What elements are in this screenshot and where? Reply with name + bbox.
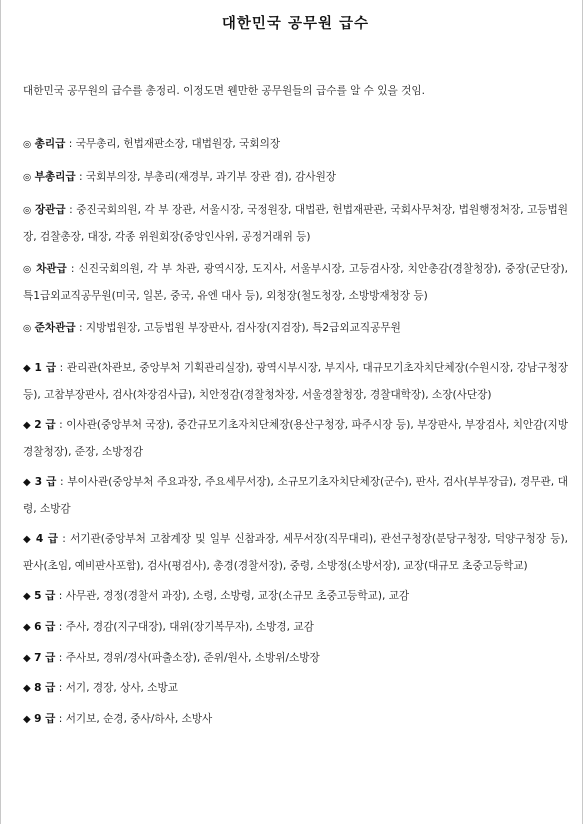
grade-description: 주사, 경감(지구대장), 대위(장기복무자), 소방경, 교감 (65, 620, 314, 633)
rank-separator: : (65, 203, 77, 216)
grade-entry-5 (23, 583, 568, 610)
rank-entry-vice-minister (23, 256, 568, 310)
grade-entry-8 (23, 675, 568, 702)
grade-label: 8 급 (34, 682, 56, 695)
diamond-bullet-icon: ◆ (23, 533, 32, 545)
grade-separator: : (56, 361, 67, 374)
grade-label: 1 급 (34, 361, 57, 374)
diamond-bullet-icon: ◆ (23, 362, 31, 374)
rank-list (23, 131, 568, 733)
grade-entry-6 (23, 614, 568, 641)
page-title: 대한민국 공무원 급수 (221, 16, 370, 32)
diamond-bullet-icon: ◆ (23, 683, 31, 695)
rank-label: 부총리급 (34, 170, 76, 183)
section-gap (23, 348, 568, 355)
rank-description: 국회부의장, 부총리(재경부, 과기부 장관 겸), 감사원장 (85, 170, 337, 183)
grade-entry-2 (23, 412, 568, 466)
grade-description: 부이사관(중앙부처 주요과장, 주요세무서장), 소규모기초자치단체장(군수), 판사, 검사(부부장급), 경무관, 대령, 소방감 (23, 475, 568, 516)
diamond-bullet-icon: ◆ (23, 476, 32, 488)
rank-separator: : (75, 170, 86, 183)
grade-entry-4 (23, 526, 568, 580)
rank-label: 총리급 (34, 138, 66, 150)
grade-separator: : (55, 713, 66, 726)
grade-label: 7 급 (34, 651, 56, 664)
grade-separator: : (55, 589, 66, 602)
grade-description: 주사보, 경위/경사(파출소장), 준위/원사, 소방위/소방장 (65, 651, 320, 664)
grade-entry-7 (23, 645, 568, 672)
grade-description: 관리관(차관보, 중앙부처 기획관리실장), 광역시부시장, 부지사, 대규모기초자치단체장(수원시장, 강남구청장 등), 고참부장판사, 검사(차장검사급), 치안정감(경찰청차장, 서울경찰청장, 경찰대학장), 소장(사단장) (23, 361, 568, 401)
grade-description: 이사관(중앙부처 국장), 중간규모기초자치단체장(용산구청장, 파주시장 등), 부장판사, 부장검사, 치안감(지방경찰청장), 준장, 소방정감 (23, 418, 568, 458)
grade-description: 서기보, 순경, 중사/하사, 소방사 (65, 713, 213, 726)
grade-separator: : (55, 620, 66, 633)
circle-bullet-icon: ◎ (23, 139, 32, 150)
rank-separator: : (65, 138, 76, 150)
senior-ranks-section (23, 131, 568, 342)
diamond-bullet-icon: ◆ (23, 419, 31, 431)
grade-separator: : (58, 532, 71, 545)
grade-label: 2 급 (34, 418, 56, 431)
circle-bullet-icon: ◎ (23, 322, 32, 334)
intro-paragraph: 대한민국 공무원의 급수를 총정리. 이정도면 웬만한 공무원들의 급수를 알 수 있을 것임. (23, 85, 425, 97)
grade-entry-3 (23, 469, 568, 523)
grade-label: 6 급 (34, 620, 56, 633)
grade-separator: : (56, 475, 68, 488)
diamond-bullet-icon: ◆ (23, 714, 31, 726)
grade-description: 서기, 경장, 상사, 소방교 (65, 682, 178, 695)
rank-label: 차관급 (36, 262, 67, 275)
rank-separator: : (66, 262, 79, 275)
rank-separator: : (75, 321, 86, 334)
grade-description: 서기관(중앙부처 고참계장 및 일부 신참과장, 세무서장(직무대리), 관선구청장(분당구청장, 덕양구청장 등), 판사(초임, 예비판사포함), 검사(평검사), 총경(경찰서장), 중령, 소방정(소방서장), 교장(대규모 초중고등학교) (23, 532, 568, 573)
grade-label: 5 급 (34, 589, 56, 602)
circle-bullet-icon: ◎ (23, 171, 32, 183)
rank-entry-deputy-prime-minister (23, 164, 568, 191)
rank-label: 준차관급 (34, 321, 76, 334)
grade-description: 사무관, 경정(경찰서 과장), 소령, 소방령, 교장(소규모 초중고등학교), 교감 (65, 589, 410, 602)
rank-entry-semi-vice-minister (23, 315, 568, 342)
rank-label: 장관급 (34, 203, 66, 216)
grade-label: 4 급 (35, 532, 58, 545)
grade-separator: : (55, 651, 66, 664)
grade-label: 3 급 (34, 475, 57, 488)
diamond-bullet-icon: ◆ (23, 590, 31, 602)
grade-label: 9 급 (34, 713, 56, 726)
grade-entry-9 (23, 706, 568, 733)
circle-bullet-icon: ◎ (23, 204, 32, 216)
diamond-bullet-icon: ◆ (23, 652, 31, 664)
circle-bullet-icon: ◎ (23, 263, 32, 275)
rank-description: 국무총리, 헌법재판소장, 대법원장, 국회의장 (75, 138, 281, 150)
rank-description: 중진국회의원, 각 부 장관, 서울시장, 국정원장, 대법관, 헌법재판관, 국회사무처장, 법원행정처장, 고등법원장, 검찰총장, 대장, 각종 위원회장(중앙인사위, 공정거래위 등) (23, 203, 569, 243)
grade-separator: : (55, 682, 66, 695)
grade-separator: : (55, 418, 67, 431)
rank-description: 지방법원장, 고등법원 부장판사, 검사장(지검장), 특2급외교직공무원 (85, 321, 401, 334)
grades-section (23, 355, 568, 734)
grade-entry-1 (23, 355, 568, 409)
rank-description: 신진국회의원, 각 부 차관, 광역시장, 도지사, 서울부시장, 고등검사장, 치안총감(경찰청장), 중장(군단장), 특1급외교직공무원(미국, 일본, 중국, 유엔 대사 등), 외청장(철도청장, 소방방재청장 등) (23, 262, 568, 302)
rank-entry-prime-minister (23, 131, 568, 158)
diamond-bullet-icon: ◆ (23, 621, 31, 633)
rank-entry-minister (23, 197, 568, 251)
